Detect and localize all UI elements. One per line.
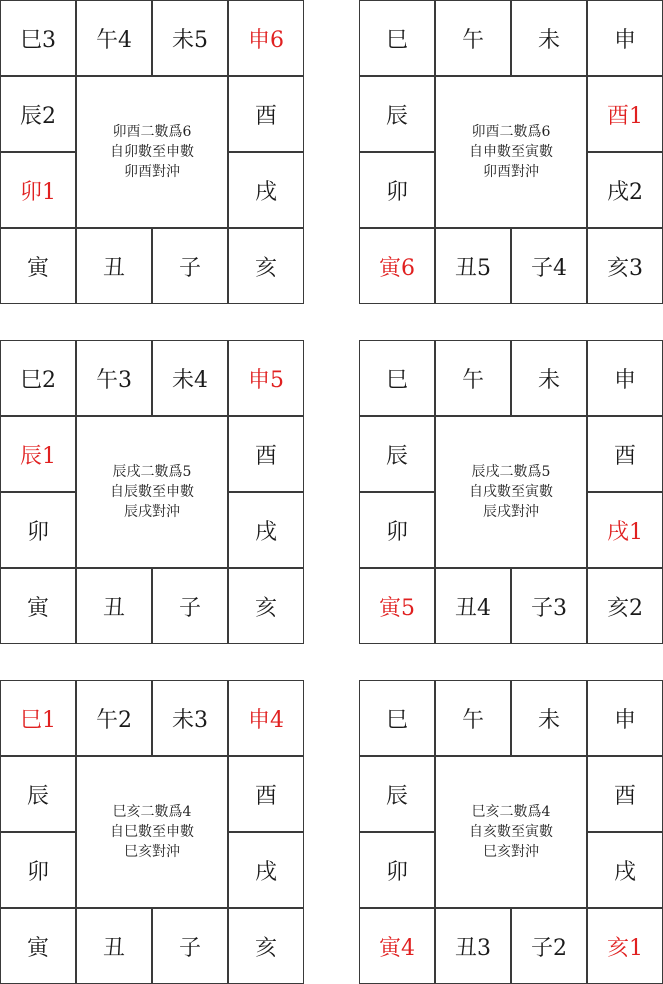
branch-cell: 未 [511,0,587,76]
branch-cell: 丑4 [435,568,511,644]
branch-cell: 卯 [359,152,435,228]
board-center-note [435,416,587,568]
branch-cell: 丑 [76,908,152,984]
branch-cell: 子3 [511,568,587,644]
branch-cell: 辰 [359,76,435,152]
branch-cell: 辰 [0,756,76,832]
branch-cell: 未3 [152,680,228,756]
board-3 [0,340,304,644]
branch-cell: 子4 [511,228,587,304]
board-center-note [76,76,228,228]
branch-cell: 丑 [76,568,152,644]
branch-cell: 巳 [359,0,435,76]
branch-cell: 申6 [228,0,304,76]
branch-cell: 卯 [0,832,76,908]
branch-cell: 申 [587,0,663,76]
center-note-line: 自卯數至申數 [110,144,194,160]
branch-cell: 戌 [228,492,304,568]
branch-cell: 子2 [511,908,587,984]
branch-cell: 申 [587,680,663,756]
branch-cell: 午 [435,680,511,756]
branch-cell: 丑3 [435,908,511,984]
center-note-line: 辰戌二數爲5 [112,464,192,480]
branch-cell: 酉 [587,416,663,492]
branch-cell: 亥 [228,568,304,644]
branch-cell: 戌1 [587,492,663,568]
branch-cell: 丑 [76,228,152,304]
center-note-line: 辰戌二數爲5 [471,464,551,480]
branch-cell: 酉 [587,756,663,832]
board-center-note [76,416,228,568]
center-note-line: 巳亥對沖 [483,844,539,860]
branch-cell: 午 [435,0,511,76]
branch-cell: 午3 [76,340,152,416]
center-note-line: 自亥數至寅數 [469,824,553,840]
board-2 [359,0,663,304]
branch-cell: 未 [511,680,587,756]
branch-cell: 卯 [359,492,435,568]
branch-cell: 寅 [0,568,76,644]
center-note-line: 辰戌對沖 [124,504,180,520]
branch-cell: 戌 [228,832,304,908]
board-5 [0,680,304,984]
branch-cell: 子 [152,568,228,644]
branch-cell: 亥 [228,908,304,984]
branch-cell: 巳 [359,340,435,416]
branch-cell: 寅 [0,228,76,304]
branch-cell: 午2 [76,680,152,756]
center-note-line: 卯酉二數爲6 [112,124,192,140]
board-center-note [435,756,587,908]
branch-cell: 未4 [152,340,228,416]
center-note-line: 自申數至寅數 [469,144,553,160]
branch-cell: 申4 [228,680,304,756]
branch-cell: 亥2 [587,568,663,644]
branch-cell: 亥1 [587,908,663,984]
branch-cell: 寅 [0,908,76,984]
center-note-line: 卯酉對沖 [483,164,539,180]
center-note-line: 自辰數至申數 [110,484,194,500]
branch-cell: 酉 [228,416,304,492]
branch-cell: 巳2 [0,340,76,416]
branch-cell: 巳 [359,680,435,756]
branch-cell: 午4 [76,0,152,76]
board-center-note [76,756,228,908]
board-center-note [435,76,587,228]
branch-cell: 寅5 [359,568,435,644]
branch-cell: 戌 [228,152,304,228]
branch-cell: 申 [587,340,663,416]
branch-cell: 申5 [228,340,304,416]
board-6 [359,680,663,984]
center-note-line: 巳亥二數爲4 [112,804,192,820]
branch-cell: 丑5 [435,228,511,304]
branch-cell: 戌 [587,832,663,908]
branch-cell: 辰 [359,756,435,832]
branch-cell: 辰 [359,416,435,492]
board-4 [359,340,663,644]
center-note-line: 巳亥對沖 [124,844,180,860]
branch-cell: 子 [152,228,228,304]
branch-cell: 酉 [228,756,304,832]
branch-cell: 寅4 [359,908,435,984]
center-note-line: 卯酉二數爲6 [471,124,551,140]
branch-cell: 巳1 [0,680,76,756]
branch-cell: 酉 [228,76,304,152]
board-1 [0,0,304,304]
branch-cell: 寅6 [359,228,435,304]
branch-cell: 卯 [359,832,435,908]
branch-cell: 酉1 [587,76,663,152]
center-note-line: 巳亥二數爲4 [471,804,551,820]
branch-cell: 午 [435,340,511,416]
branch-cell: 未 [511,340,587,416]
branch-cell: 戌2 [587,152,663,228]
center-note-line: 自巳數至申數 [110,824,194,840]
branch-cell: 亥3 [587,228,663,304]
branch-cell: 卯1 [0,152,76,228]
branch-cell: 子 [152,908,228,984]
center-note-line: 自戌數至寅數 [469,484,553,500]
branch-cell: 亥 [228,228,304,304]
branch-cell: 巳3 [0,0,76,76]
center-note-line: 卯酉對沖 [124,164,180,180]
branch-cell: 辰1 [0,416,76,492]
center-note-line: 辰戌對沖 [483,504,539,520]
branch-cell: 辰2 [0,76,76,152]
branch-cell: 卯 [0,492,76,568]
branch-cell: 未5 [152,0,228,76]
